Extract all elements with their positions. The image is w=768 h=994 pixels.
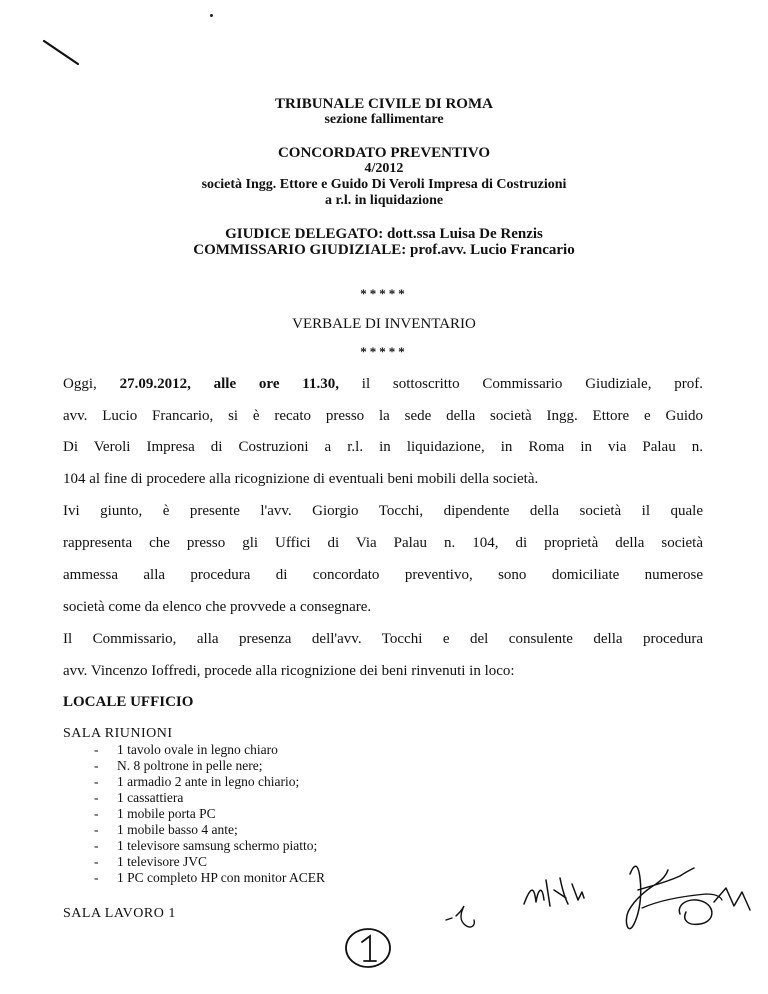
room-1-heading: SALA RIUNIONI [63,726,173,741]
court-name: TRIBUNALE CIVILE DI ROMA [275,96,493,112]
paragraph-3-line-2: avv. Vincenzo Ioffredi, procede alla ricognizione dei beni rinvenuti in loco: [63,663,515,679]
list-item: - 1 televisore JVC [94,854,325,870]
commissioner-signature [610,850,760,980]
initials-signature-2 [520,870,590,920]
paragraph-2-line-1: Ivi giunto, è presente l'avv. Giorgio Tocchi, dipendente della società il quale [63,503,703,519]
date-time: 27.09.2012, alle ore 11.30, [119,376,339,392]
court-header [0,96,768,128]
list-item: - 1 PC completo HP con monitor ACER [94,870,325,886]
paragraph-3-line-1: Il Commissario, alla presenza dell'avv. Tocchi e del consulente della procedura [63,631,703,647]
procedure-number: 4/2012 [364,161,404,176]
list-item: - N. 8 poltrone in pelle nere; [94,758,325,774]
list-item: - 1 televisore samsung schermo piatto; [94,838,325,854]
company-name: società Ingg. Ettore e Guido Di Veroli Impresa di Costruzioni [201,177,567,192]
paragraph-2-line-3: ammessa alla procedura di concordato preventivo, sono domiciliate numerose [63,567,703,583]
separator-stars-2: ***** [360,344,408,359]
paragraph-2-line-4: società come da elenco che provvede a consegnare. [63,599,372,615]
commissioner-line: COMMISSARIO GIUDIZIALE: prof.avv. Lucio Francario [193,242,575,258]
paragraph-1-line-4: 104 al fine di procedere alla ricognizione di eventuali beni mobili della società. [63,471,539,487]
list-item: - 1 cassattiera [94,790,325,806]
page-number-circle-signature [340,918,396,974]
paragraph-2-line-2: rappresenta che presso gli Uffici di Via Palau n. 104, di proprietà della società [63,535,703,551]
company-status: a r.l. in liquidazione [324,193,444,208]
paragraph-1-line-3: Di Veroli Impresa di Costruzioni a r.l. in liquidazione, in Roma in via Palau n. [63,439,703,455]
section-heading: LOCALE UFFICIO [63,694,194,710]
room-1-inventory-list [94,742,325,886]
procedure-type: CONCORDATO PREVENTIVO [277,145,491,161]
list-item: - 1 mobile basso 4 ante; [94,822,325,838]
procedure-header [0,145,768,209]
officials-header [0,226,768,258]
initials-signature-1 [440,890,490,940]
court-section: sezione fallimentare [324,112,444,127]
judge-line: GIUDICE DELEGATO: dott.ssa Luisa De Renzis [225,226,543,242]
list-item: - 1 armadio 2 ante in legno chiario; [94,774,325,790]
list-item: - 1 mobile porta PC [94,806,325,822]
paragraph-1-line-1: Oggi, 27.09.2012, alle ore 11.30, il sottoscritto Commissario Giudiziale, prof. [63,376,703,392]
room-2-heading: SALA LAVORO 1 [63,906,176,921]
separator-stars: ***** [360,286,408,301]
list-item: - 1 tavolo ovale in legno chiaro [94,742,325,758]
scan-speck [210,14,213,17]
paragraph-1-line-2: avv. Lucio Francario, si è recato presso la sede della società Ingg. Ettore e Guido [63,408,703,424]
pen-mark [42,38,82,68]
document-title: VERBALE DI INVENTARIO [292,316,476,332]
